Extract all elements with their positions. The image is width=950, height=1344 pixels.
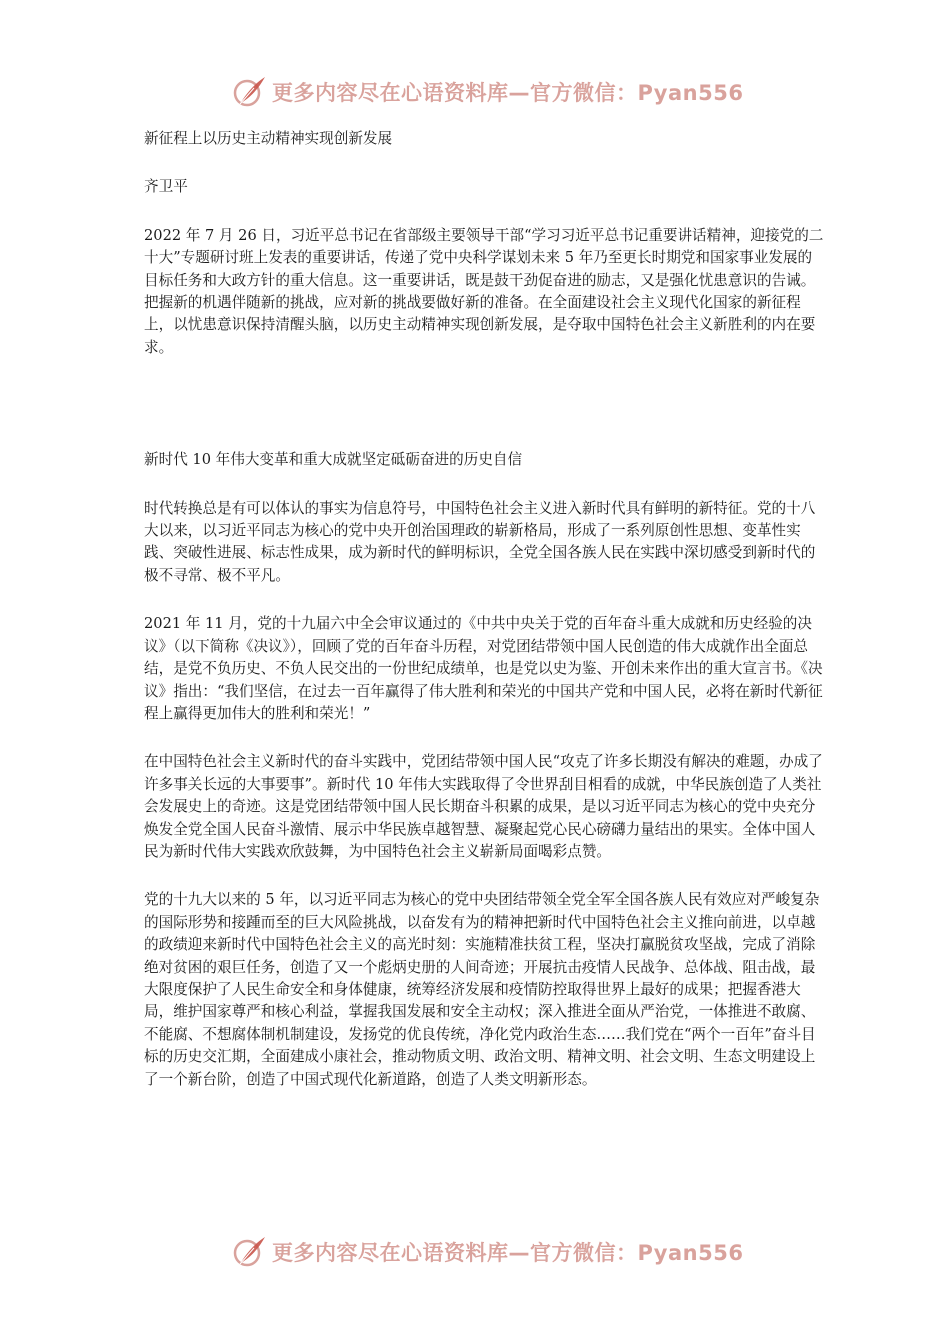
body-paragraph: 在中国特色社会主义新时代的奋斗实践中，党团结带领中国人民“攻克了许多长期没有解决的难题，办成了许多事关长远的大事要事”。新时代 10 年伟大实践取得了令世界刮目相看的成就，中华民族创造了人类社会发展史上的奇迹。这是党团结带领中国人民长期奋斗积累的成果，是以习近平同志为核心的党中央充分焕发全党全国人民奋斗激情、展示中华民族卓越智慧、凝聚起党心民心磅礴力量结出的果实。全体中国人民为新时代伟大实践欢欣鼓舞，为中国特色社会主义崭新局面喝彩点赞。 bbox=[144, 753, 823, 860]
feather-pen-icon bbox=[232, 1234, 268, 1270]
feather-pen-icon bbox=[232, 74, 268, 110]
watermark-text: 更多内容尽在心语资料库—官方微信：Pyan556 bbox=[272, 81, 744, 105]
article-author: 齐卫平 bbox=[144, 178, 188, 196]
intro-paragraph: 2022 年 7 月 26 日，习近平总书记在省部级主要领导干部“学习习近平总书记重要讲话精神，迎接党的二十大”专题研讨班上发表的重要讲话，传递了党中央科学谋划未来 5 年乃至更长时期党和国家事业发展的目标任务和大政方针的重大信息。这一重要讲话，既是鼓干劲促奋进的励志，又是强化忧患意识的告诫。把握新的机遇伴随新的挑战，应对新的挑战要做好新的准备。在全面建设社会主义现代化国家的新征程上，以忧患意识保持清醒头脑，以历史主动精神实现创新发展，是夺取中国特色社会主义新胜利的内在要求。 bbox=[144, 226, 824, 356]
body-paragraph: 2021 年 11 月，党的十九届六中全会审议通过的《中共中央关于党的百年奋斗重大成就和历史经验的决议》（以下简称《决议》），回顾了党的百年奋斗历程，对党团结带领中国人民创造的伟大成就作出全面总结，是党不负历史、不负人民交出的一份世纪成绩单，也是党以史为鉴、开创未来作出的重大宣言书。《决议》指出：“我们坚信，在过去一百年赢得了伟大胜利和荣光的中国共产党和中国人民，必将在新时代新征程上赢得更加伟大的胜利和荣光！” bbox=[144, 615, 823, 722]
watermark-footer bbox=[232, 1232, 743, 1272]
body-paragraph: 时代转换总是有可以体认的事实为信息符号，中国特色社会主义进入新时代具有鲜明的新特征。党的十八大以来，以习近平同志为核心的党中央开创治国理政的崭新格局，形成了一系列原创性思想、变革性实践、突破性进展、标志性成果，成为新时代的鲜明标识，全党全国各族人民在实践中深切感受到新时代的极不寻常、极不平凡。 bbox=[144, 499, 816, 584]
section-heading: 新时代 10 年伟大变革和重大成就坚定砥砺奋进的历史自信 bbox=[144, 451, 523, 469]
article-title: 新征程上以历史主动精神实现创新发展 bbox=[144, 130, 393, 147]
article-body bbox=[144, 128, 824, 1091]
watermark-text: 更多内容尽在心语资料库—官方微信：Pyan556 bbox=[272, 1241, 744, 1265]
body-paragraph: 党的十九大以来的 5 年，以习近平同志为核心的党中央团结带领全党全军全国各族人民有效应对严峻复杂的国际形势和接踵而至的巨大风险挑战，以奋发有为的精神把新时代中国特色社会主义推向前进，以卓越的政绩迎来新时代中国特色社会主义的高光时刻：实施精准扶贫工程，坚决打赢脱贫攻坚战，完成了消除绝对贫困的艰巨任务，创造了又一个彪炳史册的人间奇迹；开展抗击疫情人民战争、总体战、阻击战，最大限度保护了人民生命安全和身体健康，统筹经济发展和疫情防控取得世界上最好的成果；把握香港大局，维护国家尊严和核心利益，掌握我国发展和安全主动权；深入推进全面从严治党，一体推进不敢腐、不能腐、不想腐体制机制建设，发扬党的优良传统，净化党内政治生态……我们党在“两个一百年”奋斗目标的历史交汇期，全面建成小康社会，推动物质文明、政治文明、精神文明、社会文明、生态文明建设上了一个新台阶，创造了中国式现代化新道路，创造了人类文明新形态。 bbox=[144, 891, 820, 1088]
watermark-header bbox=[232, 72, 743, 112]
